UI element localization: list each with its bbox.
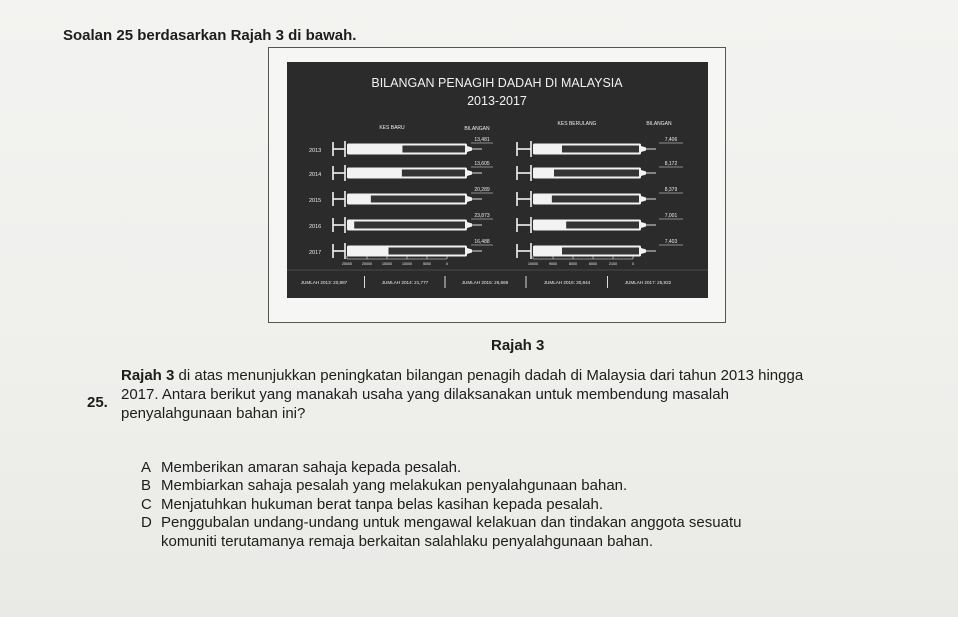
right-value-label: 8,172 — [664, 161, 678, 167]
left-value-label: 16,488 — [474, 239, 490, 245]
option-b-letter: B — [141, 477, 152, 494]
year-label: 2015 — [309, 198, 322, 204]
syringe-row-2015 — [309, 187, 683, 207]
left-axis-tick-label: 5000 — [423, 262, 431, 266]
left-bar — [388, 248, 465, 255]
left-count-header: BILANGAN — [464, 126, 490, 132]
option-d-text-line1: Penggubalan undang-undang untuk mengawal kelakuan dan tindakan anggota sesuatu — [161, 514, 742, 531]
right-header: KES BERULANG — [557, 121, 597, 127]
right-bar — [554, 170, 639, 177]
left-axis-tick-label: 15000 — [382, 262, 392, 266]
total-label: JUMLAH 2014: 21,777 — [381, 280, 429, 285]
year-label: 2016 — [309, 224, 322, 230]
chart-board — [287, 62, 708, 298]
syringe-row-2017 — [309, 239, 683, 259]
left-bar — [402, 146, 465, 153]
right-axis-tick-label: 9000 — [549, 262, 557, 266]
left-nozzle — [467, 248, 472, 254]
option-d-letter: D — [141, 514, 152, 531]
left-axis-tick-label: 0 — [446, 262, 448, 266]
option-c-letter: C — [141, 496, 152, 513]
right-nozzle — [641, 248, 646, 254]
left-axis-tick-label: 25000 — [342, 262, 352, 266]
year-label: 2013 — [309, 148, 322, 154]
right-value-label: 7,001 — [664, 213, 678, 219]
option-d-text-line2: komuniti terutamanya remaja berkaitan salahlaku penyalahgunaan bahan. — [161, 533, 653, 550]
right-nozzle — [641, 222, 646, 228]
left-bar — [354, 222, 465, 229]
right-axis-tick-label: 10000 — [528, 262, 538, 266]
left-axis-tick-label: 10000 — [402, 262, 412, 266]
question-line1: di atas menunjukkan peningkatan bilangan penagih dadah di Malaysia dari tahun 2013 hingga — [174, 367, 804, 384]
left-bar — [371, 196, 465, 203]
figure-frame — [268, 47, 726, 323]
right-axis-tick-label: 8000 — [569, 262, 577, 266]
option-b-text: Membiarkan sahaja pesalah yang melakukan penyalahgunaan bahan. — [161, 477, 628, 494]
right-value-label: 7,403 — [664, 239, 678, 245]
left-bar — [402, 170, 465, 177]
right-bar — [562, 146, 639, 153]
left-nozzle — [467, 146, 472, 152]
chart-title-line2: 2013-2017 — [467, 94, 527, 108]
left-nozzle — [467, 170, 472, 176]
right-value-label: 8,379 — [664, 187, 678, 193]
year-label: 2017 — [309, 250, 322, 256]
right-nozzle — [641, 146, 646, 152]
left-axis-tick-label: 20000 — [362, 262, 372, 266]
right-nozzle — [641, 170, 646, 176]
syringe-row-2013 — [309, 137, 683, 157]
right-axis-tick-label: 6000 — [589, 262, 597, 266]
figure-caption: Rajah 3 — [491, 337, 545, 354]
option-c-text: Menjatuhkan hukuman berat tanpa belas kasihan kepada pesalah. — [161, 496, 603, 513]
syringe-row-2014 — [309, 161, 683, 181]
question-number: 25. — [87, 394, 108, 411]
left-value-label: 13,605 — [474, 161, 490, 167]
chart-title-line1: BILANGAN PENAGIH DADAH DI MALAYSIA — [371, 76, 623, 90]
left-value-label: 20,289 — [474, 187, 490, 193]
left-nozzle — [467, 196, 472, 202]
year-label: 2014 — [309, 172, 322, 178]
total-label: JUMLAH 2013: 20,887 — [300, 280, 348, 285]
right-bar — [552, 196, 639, 203]
right-value-label: 7,406 — [664, 137, 678, 143]
question-line2: 2017. Antara berikut yang manakah usaha yang dilaksanakan untuk membendung masalah — [121, 386, 729, 403]
option-a-text: Memberikan amaran sahaja kepada pesalah. — [161, 459, 462, 476]
option-a-letter: A — [141, 459, 152, 476]
left-value-label: 23,873 — [474, 213, 490, 219]
question-line3: penyalahgunaan bahan ini? — [121, 405, 306, 422]
syringe-row-2016 — [309, 213, 683, 233]
left-nozzle — [467, 222, 472, 228]
total-label: JUMLAH 2016: 30,844 — [543, 280, 591, 285]
left-header: KES BARU — [379, 125, 405, 131]
syringe-chart — [287, 62, 708, 298]
total-label: JUMLAH 2017: 25,922 — [624, 280, 672, 285]
right-axis-tick-label: 2100 — [609, 262, 617, 266]
right-axis-tick-label: 0 — [632, 262, 634, 266]
total-label: JUMLAH 2015: 26,668 — [461, 280, 509, 285]
right-bar — [562, 248, 639, 255]
intro-text: Soalan 25 berdasarkan Rajah 3 di bawah. — [63, 27, 357, 44]
right-bar — [566, 222, 639, 229]
question-text — [121, 366, 921, 423]
left-value-label: 13,481 — [474, 137, 490, 143]
right-count-header: BILANGAN — [646, 121, 672, 127]
question-bold-lead: Rajah 3 — [121, 367, 175, 384]
right-nozzle — [641, 196, 646, 202]
